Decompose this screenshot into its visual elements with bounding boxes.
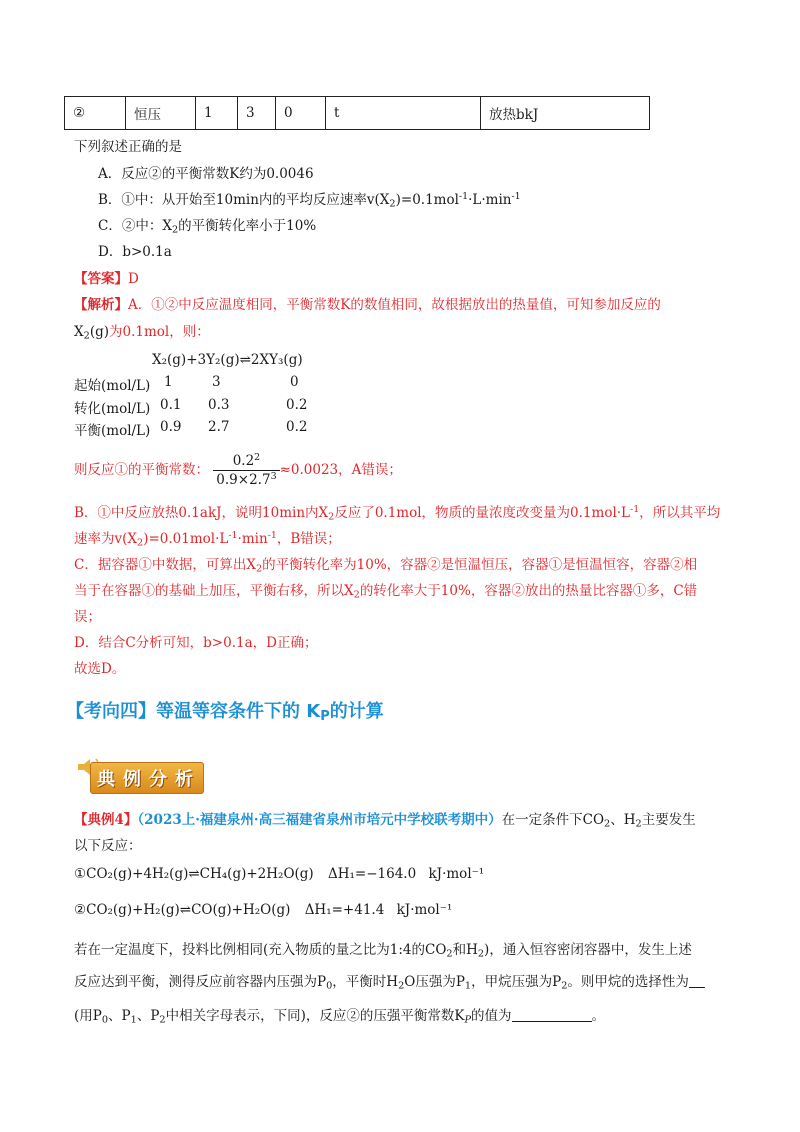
- example-banner: [76, 754, 206, 794]
- ice-value: 0.1: [160, 397, 182, 413]
- subscript: 2: [353, 589, 360, 601]
- banner-text-tiles: [90, 762, 204, 794]
- k-fraction: [213, 453, 279, 488]
- example-text: 主要发生: [641, 812, 696, 828]
- analysis-text: 为0.1mol，则：: [109, 324, 210, 340]
- subscript: 2: [389, 198, 396, 210]
- formula-text: (g): [89, 324, 109, 340]
- analysis-text: ≈0.0023，A错误；: [279, 462, 402, 478]
- option-label: D．: [98, 244, 123, 260]
- example-text: ，甲烷压强为P: [471, 974, 562, 990]
- banner-text: 典例分析: [90, 762, 204, 794]
- table-cell: 1: [196, 97, 238, 130]
- ice-value: 0: [290, 374, 299, 390]
- superscript: -1: [458, 190, 469, 202]
- analysis-text: ，所以其平均: [639, 505, 721, 521]
- section-heading: [66, 697, 384, 723]
- option-text: ②中：X: [121, 218, 172, 234]
- subscript: 0: [326, 980, 333, 992]
- superscript: -1: [267, 529, 277, 541]
- superscript: -1: [228, 529, 238, 541]
- table-cell: 3: [238, 97, 276, 130]
- example-tag: 【典例4】: [74, 812, 138, 828]
- ice-row-label: 起始(mol/L): [74, 378, 151, 394]
- example-text: 反应达到平衡，测得反应前容器内压强为P: [74, 974, 327, 990]
- example-text: 。则甲烷的选择性为: [567, 974, 689, 990]
- superscript: 3: [270, 470, 277, 482]
- ice-value: 3: [212, 374, 221, 390]
- option-text: 反应②的平衡常数K约为0.0046: [121, 166, 314, 182]
- reaction-label: ①: [74, 866, 87, 882]
- ice-value: 2.7: [208, 419, 230, 435]
- table-cell: ②: [65, 97, 126, 130]
- reaction-equation: X₂(g)+3Y₂(g)⇌2XY₃(g): [152, 352, 303, 368]
- enthalpy: ΔH₁=−164.0: [327, 866, 417, 882]
- subscript: 2: [446, 948, 453, 960]
- reaction-equation: CO₂(g)+4H₂(g)⇌CH₄(g)+2H₂O(g): [86, 866, 314, 882]
- formula-text: 0.2: [232, 453, 255, 469]
- option-b: [98, 188, 521, 208]
- k-calculation: [74, 450, 402, 490]
- subscript: 1: [464, 980, 472, 992]
- analysis-c-line-1: [74, 553, 697, 573]
- subscript: 2: [635, 818, 642, 830]
- analysis-text: C．据容器①中数据，可算出X: [74, 557, 256, 573]
- example-intro-line-1: [74, 808, 696, 828]
- option-text: ①中：从开始至10min内的平均反应速率v(X: [121, 192, 390, 208]
- option-text: ·L·min: [468, 192, 512, 208]
- analysis-text: 的平衡转化率为10%，容器②是恒温恒压，容器①是恒温恒容，容器②相: [262, 557, 698, 573]
- subscript: 2: [477, 948, 485, 960]
- analysis-tag: 【解析】: [74, 297, 128, 313]
- option-d: [98, 240, 172, 260]
- example-text: O压强为P: [404, 974, 465, 990]
- example-text: 。: [591, 1008, 606, 1024]
- option-label: A．: [98, 166, 122, 182]
- formula-x2g: [74, 324, 109, 340]
- answer-blank[interactable]: [512, 1021, 592, 1022]
- ice-value: 1: [164, 374, 173, 390]
- formula-text: 0.9×2.7: [216, 472, 271, 488]
- ice-row-start: [74, 374, 394, 394]
- answer-line: [74, 267, 139, 287]
- analysis-text: 反应了0.1mol，物质的量浓度改变量为0.1mol·L: [334, 505, 631, 521]
- example-source: （2023上·福建泉州·高三福建省泉州市培元中学校联考期中）: [137, 812, 502, 828]
- answer-tag: 【答案】: [74, 271, 128, 287]
- example-paragraph-line-1: [74, 938, 692, 958]
- option-text: )=0.1mol: [395, 192, 459, 208]
- superscript: 2: [254, 451, 261, 463]
- subscript: 0: [101, 1014, 109, 1026]
- formula-text: X: [74, 324, 84, 340]
- option-a: [98, 162, 314, 182]
- table-cell: 0: [276, 97, 326, 130]
- superscript: -1: [511, 190, 521, 202]
- ice-value: 0.3: [208, 397, 230, 413]
- analysis-line-1: [74, 293, 661, 313]
- ice-row-change: [74, 397, 394, 417]
- table-cell: t: [326, 97, 481, 130]
- option-c: [98, 214, 316, 234]
- subscript: 2: [137, 537, 144, 549]
- fraction-numerator: [213, 453, 279, 471]
- analysis-c-line-3: 误；: [74, 609, 101, 625]
- analysis-text: 的转化率大于10%，容器②放出的热量比容器①多，C错: [359, 583, 698, 599]
- enthalpy: ΔH₁=+41.4: [304, 902, 385, 918]
- analysis-text: 当于在容器①的基础上加压，平衡右移，所以X: [74, 583, 354, 599]
- question-stem: 下列叙述正确的是: [74, 139, 182, 155]
- superscript: -1: [630, 503, 640, 515]
- example-text: 若在一定温度下，投料比例相同(充入物质的量之比为1:4的CO: [74, 942, 447, 958]
- analysis-d-line: D．结合C分析可知，b>0.1a，D正确；: [74, 635, 318, 651]
- enthalpy-unit: kJ·mol⁻¹: [428, 866, 485, 882]
- ice-row-label: 转化(mol/L): [74, 401, 151, 417]
- table-cell: 放热bkJ: [481, 97, 650, 130]
- example-text: 、P: [136, 1008, 160, 1024]
- option-text: b>0.1a: [122, 244, 172, 260]
- subscript: 2: [398, 980, 405, 992]
- subscript: 2: [171, 224, 179, 236]
- reaction-equation: CO₂(g)+H₂(g)⇌CO(g)+H₂O(g): [86, 902, 291, 918]
- table-row: [65, 97, 650, 130]
- subscript: P: [320, 709, 330, 725]
- analysis-text: A．①②中反应温度相同，平衡常数K的数值相同，故根据放出的热量值，可知参加反应的: [128, 297, 661, 313]
- ice-value: 0.2: [286, 397, 308, 413]
- subscript: 2: [159, 1014, 166, 1026]
- example-text: 的值为: [471, 1008, 512, 1024]
- subscript: 2: [604, 818, 611, 830]
- answer-value: D: [128, 271, 139, 287]
- subscript: 2: [328, 511, 335, 523]
- reaction-label: ②: [74, 902, 87, 918]
- condition-table: [64, 96, 650, 130]
- ice-row-label: 平衡(mol/L): [74, 423, 151, 439]
- subscript: 2: [561, 980, 568, 992]
- reaction-2: [74, 902, 452, 918]
- analysis-text: B．①中反应放热0.1akJ，说明10min内X: [74, 505, 329, 521]
- enthalpy-unit: kJ·mol⁻¹: [396, 902, 453, 918]
- ice-row-equilibrium: [74, 419, 394, 439]
- answer-blank[interactable]: [689, 987, 705, 988]
- example-paragraph-line-2: [74, 970, 705, 990]
- example-paragraph-line-3: [74, 1004, 605, 1024]
- heading-text: 【考向四】等温等容条件下的 K: [66, 701, 321, 722]
- ice-value: 0.9: [160, 419, 182, 435]
- analysis-conclusion: 故选D。: [74, 661, 126, 677]
- subscript: P: [464, 1014, 472, 1026]
- example-text: ，平衡时H: [332, 974, 399, 990]
- heading-text: 的计算: [329, 701, 384, 722]
- subscript: 2: [83, 330, 90, 342]
- example-text: 、H: [610, 812, 636, 828]
- fraction-denominator: [213, 471, 279, 488]
- example-text: 和H: [452, 942, 478, 958]
- option-label: B．: [98, 192, 122, 208]
- reaction-1: [74, 866, 484, 882]
- example-intro-line-2: 以下反应：: [74, 838, 142, 854]
- analysis-text: ，B错误；: [276, 531, 341, 547]
- example-text: 在一定条件下CO: [501, 812, 605, 828]
- analysis-text: 则反应①的平衡常数：: [74, 462, 209, 478]
- option-label: C．: [98, 218, 122, 234]
- example-text: 、P: [108, 1008, 131, 1024]
- example-text: (用P: [74, 1008, 102, 1024]
- analysis-c-line-2: [74, 579, 697, 599]
- analysis-line-2: [74, 320, 210, 340]
- analysis-b-line-2: [74, 527, 341, 547]
- subscript: 2: [255, 563, 263, 575]
- ice-value: 0.2: [286, 419, 308, 435]
- subscript: 1: [130, 1014, 137, 1026]
- option-text: 的平衡转化率小于10%: [178, 218, 317, 234]
- analysis-text: ·min: [237, 531, 268, 547]
- example-text: )，通入恒容密闭容器中，发生上述: [484, 942, 692, 958]
- analysis-b-line-1: [74, 501, 720, 521]
- analysis-text: 速率为v(X: [74, 531, 138, 547]
- analysis-text: )=0.01mol·L: [143, 531, 229, 547]
- table-cell: 恒压: [126, 97, 196, 130]
- example-text: 中相关字母表示，下同)，反应②的压强平衡常数K: [165, 1008, 465, 1024]
